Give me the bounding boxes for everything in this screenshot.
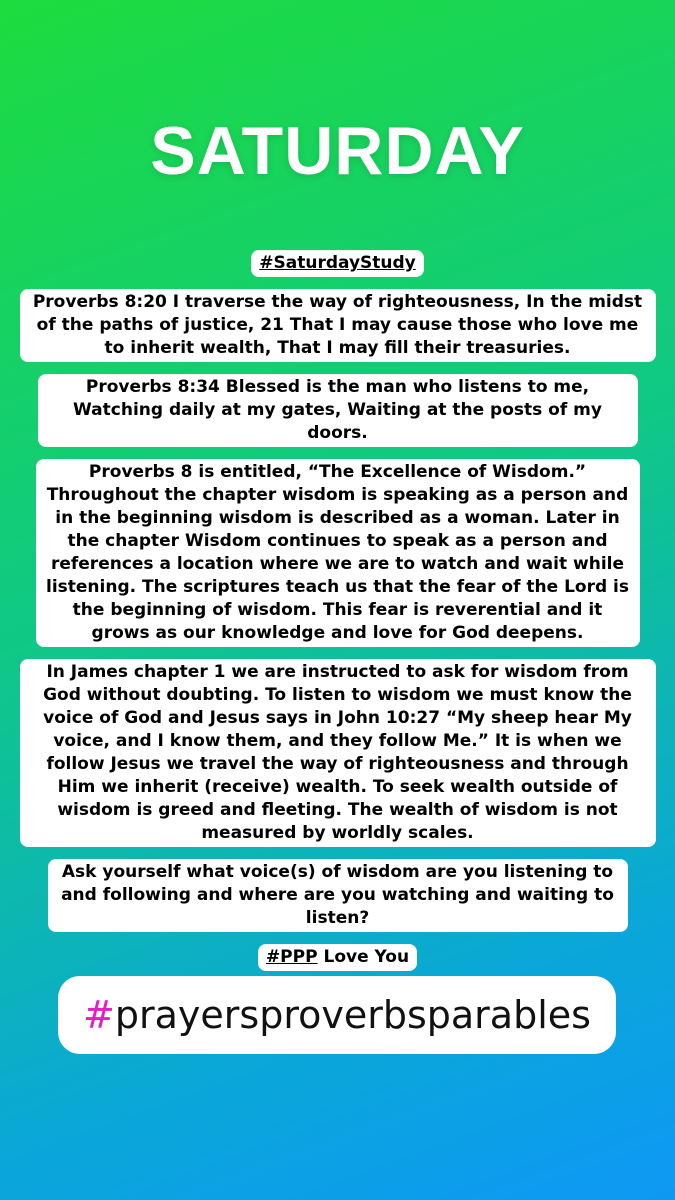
hashtag-saturday-study[interactable] (251, 250, 424, 277)
text-block-reflection-question: Ask yourself what voice(s) of wisdom are you listening to and following and where are you watching and waiting to listen? (48, 859, 628, 932)
page-title: SATURDAY (150, 113, 525, 189)
hashtag-ppp[interactable]: #PPP (265, 947, 318, 967)
brand-hashtag-text: prayersproverbsparables (114, 993, 591, 1037)
text-block-proverbs-8-34: Proverbs 8:34 Blessed is the man who listens to me, Watching daily at my gates, Waiting at the posts of my doors. (38, 374, 638, 447)
text-block-proverbs-8-20: Proverbs 8:20 I traverse the way of righteousness, In the midst of the paths of justice, 21 That I may cause those who love me to inherit wealth, That I may fill their treasuries. (20, 289, 656, 362)
study-content (0, 250, 675, 971)
hashtag-sticker-prayersproverbsparables[interactable] (58, 976, 616, 1054)
hashtag-saturday-study-text: #SaturdayStudy (259, 253, 416, 273)
signoff (258, 944, 417, 971)
text-block-excellence-of-wisdom: Proverbs 8 is entitled, “The Excellence of Wisdom.” Throughout the chapter wisdom is speaking as a person and in the beginning wisdom is described as a woman. Later in the chapter Wisdom continues to speak as a person and references a location where we are to watch and wait while listening. The scriptures teach us that the fear of the Lord is the beginning of wisdom. This fear is reverential and it grows as our knowledge and love for God deepens. (36, 459, 640, 647)
hash-symbol: # (83, 993, 115, 1037)
signoff-text: Love You (317, 947, 410, 967)
text-block-james-chapter-1: In James chapter 1 we are instructed to ask for wisdom from God without doubting. To listen to wisdom we must know the voice of God and Jesus says in John 10:27 “My sheep hear My voice, and I know them, and they follow Me.” It is when we follow Jesus we travel the way of righteousness and through Him we inherit (receive) wealth. To seek wealth outside of wisdom is greed and fleeting. The wealth of wisdom is not measured by worldly scales. (20, 659, 656, 847)
